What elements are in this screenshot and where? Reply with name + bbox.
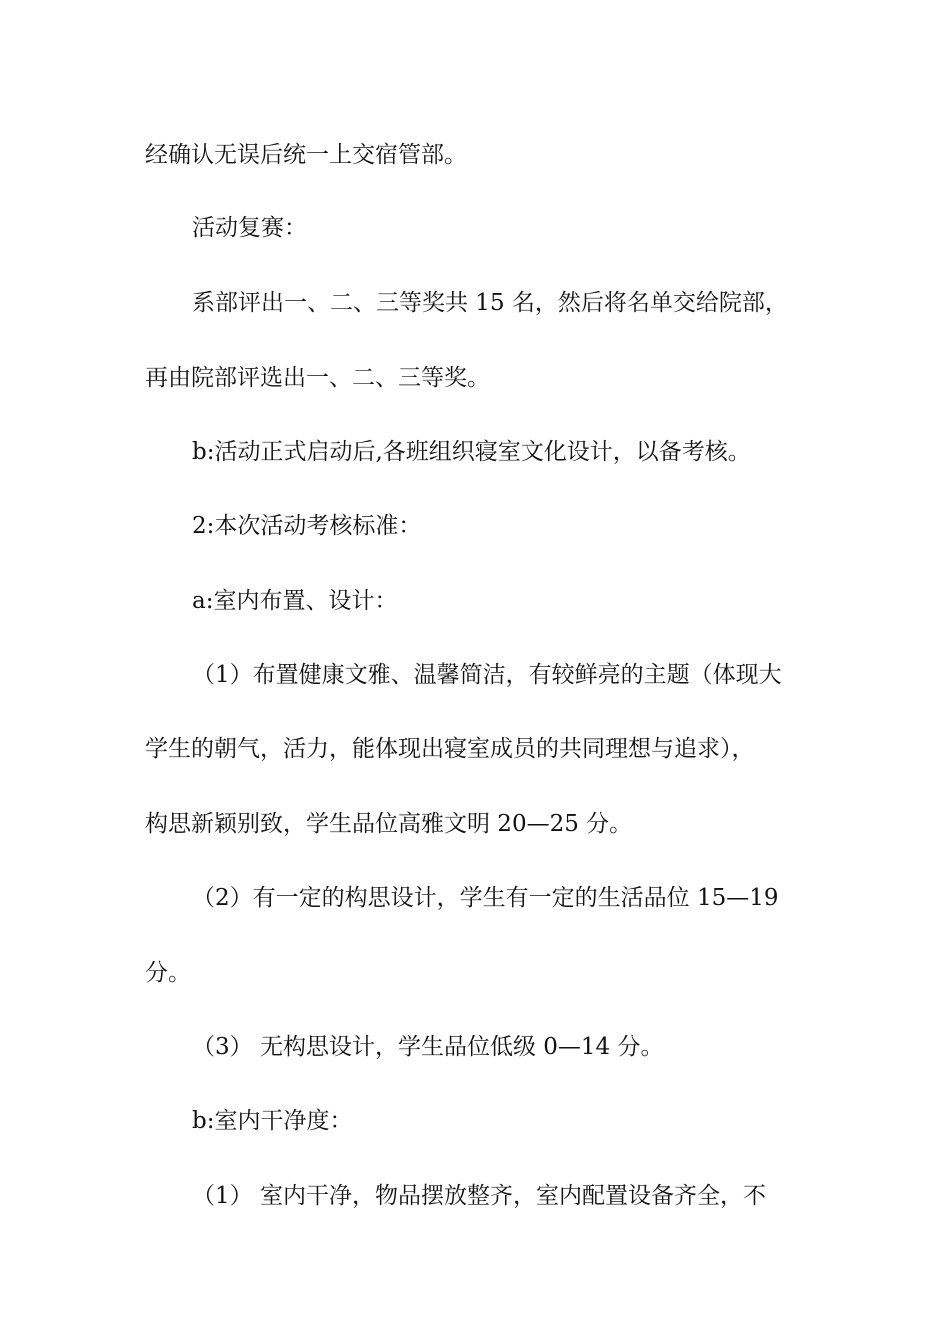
text-line-15: （1） 室内干净，物品摆放整齐，室内配置设备齐全，不 xyxy=(192,1183,766,1209)
text-line-5: b:活动正式启动后,各班组织寝室文化设计，以备考核。 xyxy=(192,439,751,465)
text-line-6: 2:本次活动考核标准： xyxy=(192,513,422,539)
text-line-14: b:室内干净度： xyxy=(192,1108,353,1134)
text-line-11: （2）有一定的构思设计，学生有一定的生活品位 15—19 xyxy=(192,885,779,911)
text-line-3: 系部评出一、二、三等奖共 15 名，然后将名单交给院部， xyxy=(192,290,788,316)
text-line-8: （1）布置健康文雅、温馨简洁，有较鲜亮的主题（体现大 xyxy=(192,662,782,688)
text-line-7: a:室内布置、设计： xyxy=(192,588,398,614)
text-line-12: 分。 xyxy=(145,960,191,986)
text-line-9: 学生的朝气，活力，能体现出寝室成员的共同理想与追求）， xyxy=(145,736,755,762)
text-line-10: 构思新颖别致，学生品位高雅文明 20—25 分。 xyxy=(145,811,633,837)
text-line-4: 再由院部评选出一、二、三等奖。 xyxy=(145,365,490,391)
text-line-2: 活动复赛： xyxy=(192,215,307,241)
text-line-1: 经确认无误后统一上交宿管部。 xyxy=(145,142,467,168)
text-line-13: （3） 无构思设计，学生品位低级 0—14 分。 xyxy=(192,1034,664,1060)
